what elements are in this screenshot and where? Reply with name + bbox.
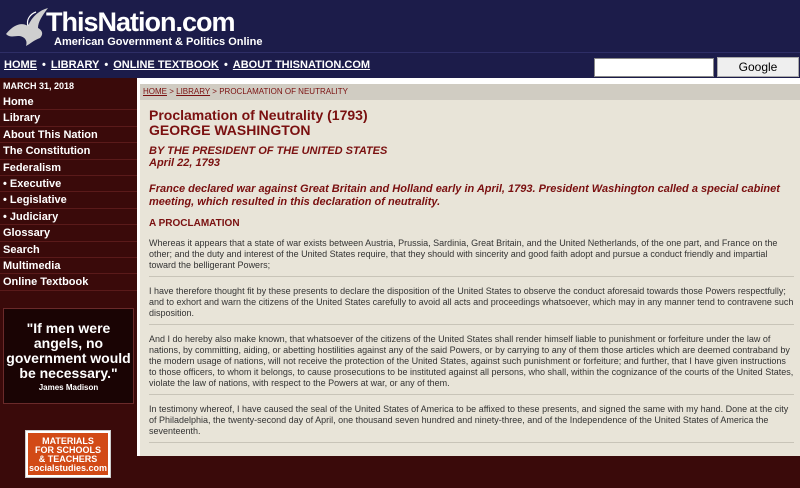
- nav-library-link[interactable]: LIBRARY: [50, 59, 100, 71]
- search-input[interactable]: [594, 58, 714, 77]
- top-nav: [0, 52, 800, 78]
- sidebar-item-about[interactable]: About This Nation: [0, 127, 137, 143]
- page-title: Proclamation of Neutrality (1793): [149, 107, 368, 123]
- site-logo-text[interactable]: ThisNation.com: [46, 7, 235, 37]
- quote-text: "If men were angels, no government would be necessary.": [6, 320, 131, 381]
- quote-box: [3, 308, 134, 404]
- promo-line: & TEACHERS: [38, 454, 98, 464]
- promo-inner: [28, 433, 108, 475]
- sidebar-item-glossary[interactable]: Glossary: [0, 225, 137, 241]
- document-summary: France declared war against Great Britain and Holland early in April, 1793. President Washington called a special cabinet meeting, which resulted in this declaration of neutrality.: [149, 183, 780, 208]
- current-date: MARCH 31, 2018: [3, 81, 75, 91]
- sidebar-item-home[interactable]: Home: [0, 94, 137, 110]
- paragraph: Whereas it appears that a state of war exists between Austria, Prussia, Sardinia, Great Britain, and the United Netherlands, of the one part, and France on the other; and the duty and interest of the United States require, that they should with sincerity and good faith adopt and pursue a conduct friendly and impartial toward the belligerant Powers;: [149, 238, 778, 270]
- google-search-button[interactable]: Google: [717, 57, 799, 77]
- breadcrumb-home[interactable]: HOME: [143, 87, 167, 96]
- nav-bullet: •: [104, 59, 109, 71]
- document-date: April 22, 1793: [149, 157, 220, 169]
- content-frame: [137, 78, 800, 456]
- nav-bullet: •: [223, 59, 228, 71]
- promo-line: FOR SCHOOLS: [34, 445, 101, 455]
- by-line: BY THE PRESIDENT OF THE UNITED STATES: [149, 145, 388, 157]
- sidebar-item-executive[interactable]: • Executive: [0, 176, 137, 192]
- site-tagline: American Government & Politics Online: [54, 36, 263, 48]
- quote-author: James Madison: [38, 383, 99, 392]
- main-content: [140, 84, 800, 456]
- divider: [149, 324, 794, 325]
- materials-promo-banner[interactable]: [25, 430, 111, 478]
- divider: [149, 442, 794, 443]
- sidebar-item-library[interactable]: Library: [0, 110, 137, 126]
- paragraph: I have therefore thought fit by these presents to declare the disposition of the United States to observe the conduct aforesaid towards those Powers respectfully; and to exhort and warn the citizens of the United States carefully to avoid all acts and proceedings whatsoever, which may in any manner tend to contravene such disposition.: [149, 286, 794, 318]
- paragraph: In testimony whereof, I have caused the seal of the United States of America to be affixed to these presents, and signed the same with my hand. Done at the city of Philadelphia, the twenty-second day of April, one thousand seven hundred and ninety-three, and of the Independence of the United States of America the seventeenth.: [149, 404, 789, 436]
- section-heading: A PROCLAMATION: [149, 218, 240, 229]
- document-intro: [149, 145, 794, 169]
- document-author: GEORGE WASHINGTON: [149, 122, 311, 138]
- divider: [149, 276, 794, 277]
- nav-about-link[interactable]: ABOUT THISNATION.COM: [232, 59, 371, 71]
- sidebar-item-online-textbook[interactable]: Online Textbook: [0, 274, 137, 290]
- paragraph: And I do hereby also make known, that whatsoever of the citizens of the United States shall render himself liable to punishment or forfeiture under the law of nations, by committing, aiding, or abetting hostilities against any of the said Powers, or by carrying to any of them those articles which are deemed contraband by the modern usage of nations, will not receive the protection of the United States, against such punishment or forfeiture; and further, that I have given instructions to those officers, to whom it belongs, to cause prosecutions to be instituted against all persons, who shall, within the cognizance of the courts of the United States, violate the law of nations, with respect to the Powers at war, or any of them.: [149, 334, 794, 388]
- breadcrumb-library[interactable]: LIBRARY: [176, 87, 211, 96]
- divider: [149, 394, 794, 395]
- promo-site: socialstudies.com: [28, 463, 108, 473]
- document-body: [149, 108, 794, 443]
- breadcrumb: HOME > LIBRARY > PROCLAMATION OF NEUTRALITY: [140, 84, 800, 100]
- promo-line: MATERIALS: [42, 436, 94, 446]
- nav-textbook-link[interactable]: ONLINE TEXTBOOK: [113, 59, 219, 71]
- sidebar-item-federalism[interactable]: Federalism: [0, 160, 137, 176]
- breadcrumb-current: PROCLAMATION OF NEUTRALITY: [219, 87, 348, 96]
- site-header: [0, 0, 800, 52]
- eagle-logo-icon[interactable]: [4, 4, 50, 48]
- sidebar: [0, 78, 137, 488]
- sidebar-item-constitution[interactable]: The Constitution: [0, 143, 137, 159]
- nav-home-link[interactable]: HOME: [4, 59, 37, 71]
- nav-links: [4, 59, 370, 71]
- nav-bullet: •: [42, 59, 46, 71]
- sidebar-item-legislative[interactable]: • Legislative: [0, 192, 137, 208]
- sidebar-item-judiciary[interactable]: • Judiciary: [0, 209, 137, 225]
- footer-area: [137, 456, 800, 488]
- sidebar-item-multimedia[interactable]: Multimedia: [0, 258, 137, 274]
- sidebar-item-search[interactable]: Search: [0, 242, 137, 258]
